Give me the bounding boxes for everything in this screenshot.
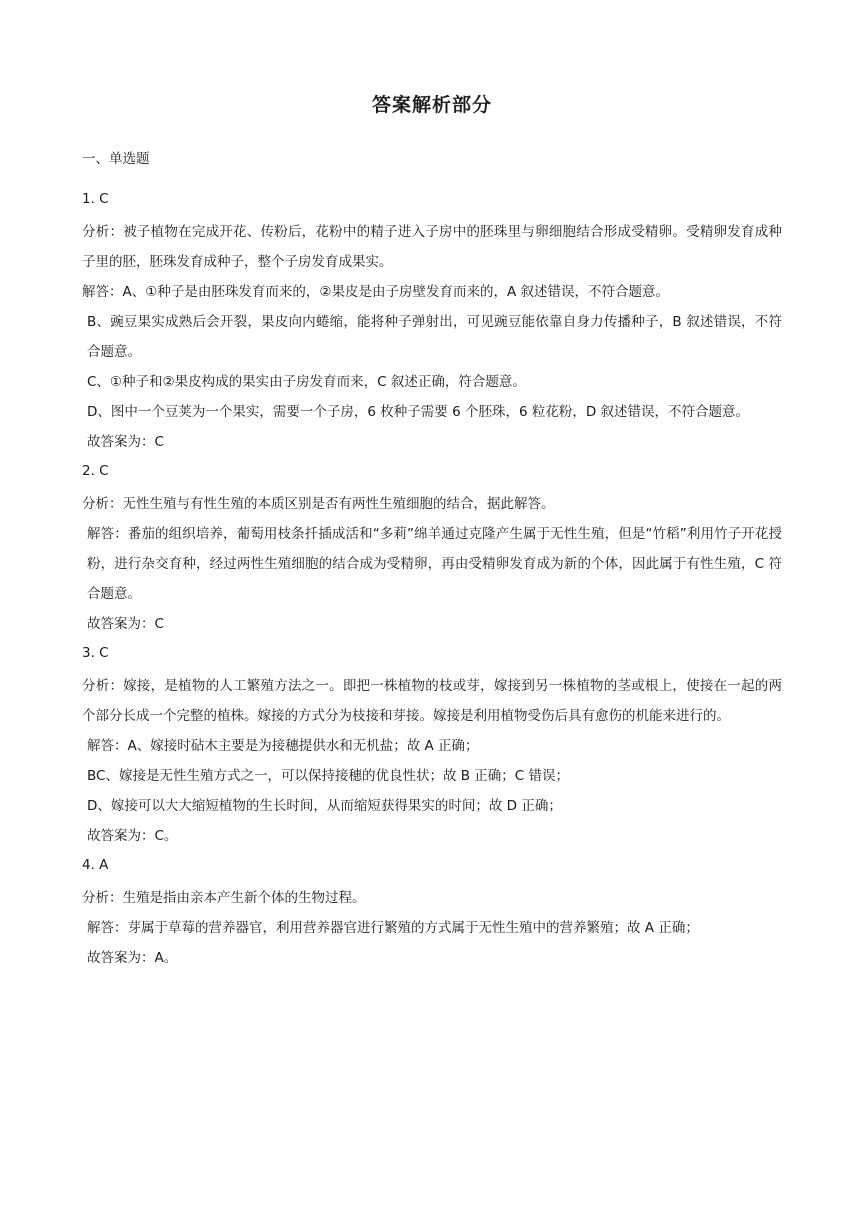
explanation-paragraph: 分析：被子植物在完成开花、传粉后，花粉中的精子进入子房中的胚珠里与卵细胞结合形成受精卵。受精卵发育成种子里的胚，胚珠发育成种子，整个子房发育成果实。 (82, 224, 782, 270)
explanation-paragraph: 解答：A、嫁接时砧木主要是为接穗提供水和无机盐；故 A 正确； (87, 738, 479, 754)
explanation-paragraph: 故答案为：A。 (87, 950, 178, 966)
explanation-paragraph: 故答案为：C。 (87, 828, 178, 844)
section-heading: 一、单选题 (82, 151, 150, 167)
explanation-paragraph: D、嫁接可以大大缩短植物的生长时间，从而缩短获得果实的时间；故 D 正确； (87, 798, 562, 814)
question-number: 3. C (82, 645, 109, 661)
question-number: 2. C (82, 463, 109, 479)
question-block (82, 643, 782, 851)
explanation-paragraph: BC、嫁接是无性生殖方式之一，可以保持接穗的优良性状；故 B 正确；C 错误； (87, 768, 570, 784)
explanation-paragraph: 分析：无性生殖与有性生殖的本质区别是否有两性生殖细胞的结合，据此解答。 (82, 496, 555, 512)
question-block (82, 189, 782, 457)
explanation-paragraph: 分析：嫁接，是植物的人工繁殖方法之一。即把一株植物的枝或芽，嫁接到另一株植物的茎或根上，使接在一起的两个部分长成一个完整的植株。嫁接的方式分为枝接和芽接。嫁接是利用植物受伤后具有愈伤的机能来进行的。 (82, 678, 782, 724)
question-number: 4. A (82, 857, 109, 873)
question-list (82, 189, 782, 973)
answer-page (82, 90, 782, 977)
explanation-paragraph: D、图中一个豆荚为一个果实，需要一个子房，6 枚种子需要 6 个胚珠，6 粒花粉，D 叙述错误，不符合题意。 (87, 404, 750, 420)
question-block (82, 855, 782, 973)
explanation-paragraph: 故答案为：C (87, 616, 164, 632)
question-block (82, 461, 782, 639)
explanation-paragraph: 故答案为：C (87, 434, 164, 450)
explanation-paragraph: 解答：番茄的组织培养，葡萄用枝条扦插成活和“多莉”绵羊通过克隆产生属于无性生殖，但是“竹稻”利用竹子开花授粉，进行杂交育种，经过两性生殖细胞的结合成为受精卵，再由受精卵发育成为新的个体，因此属于有性生殖，C 符合题意。 (87, 526, 782, 602)
explanation-paragraph: 分析：生殖是指由亲本产生新个体的生物过程。 (82, 890, 366, 906)
explanation-paragraph: 解答：芽属于草莓的营养器官，利用营养器官进行繁殖的方式属于无性生殖中的营养繁殖；故 A 正确； (87, 920, 699, 936)
page-title: 答案解析部分 (371, 94, 492, 116)
explanation-paragraph: C、①种子和②果皮构成的果实由子房发育而来，C 叙述正确，符合题意。 (87, 374, 526, 390)
explanation-paragraph: 解答：A、①种子是由胚珠发育而来的，②果皮是由子房壁发育而来的，A 叙述错误，不符合题意。 (82, 284, 669, 300)
explanation-paragraph: B、豌豆果实成熟后会开裂，果皮向内蜷缩，能将种子弹射出，可见豌豆能依靠自身力传播种子，B 叙述错误，不符合题意。 (87, 314, 782, 360)
question-number: 1. C (82, 191, 109, 207)
